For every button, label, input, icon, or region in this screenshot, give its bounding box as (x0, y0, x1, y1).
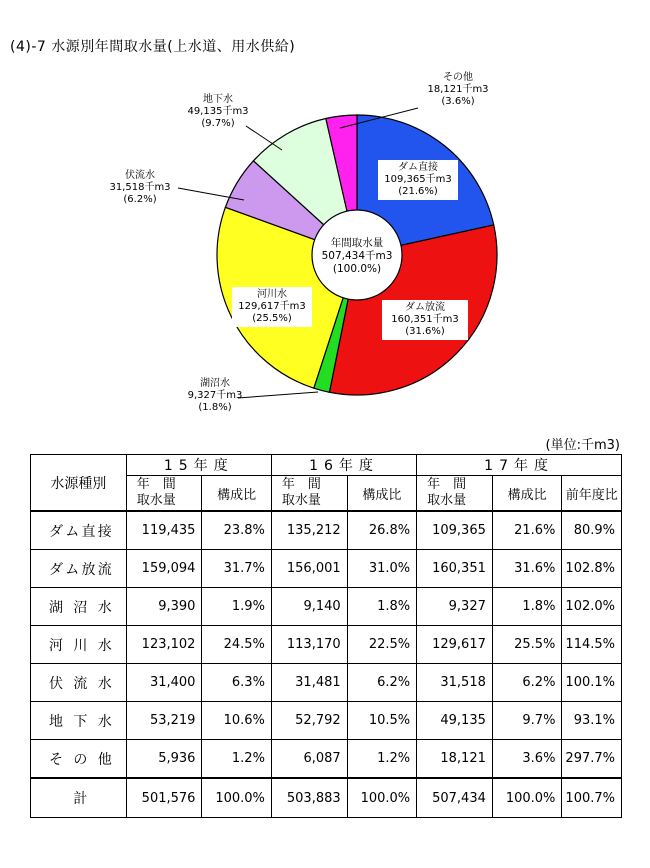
slice-name: 地下水 (203, 94, 233, 105)
ratio-cell: 26.8% (347, 511, 416, 550)
slice-name: 伏流水 (125, 170, 155, 181)
slice-value: 160,351千m3 (391, 314, 459, 325)
slice-name: ダム放流 (405, 302, 445, 313)
table-total-row (31, 778, 622, 818)
volume-cell: 156,001 (271, 550, 347, 588)
year-header-16: 16年度 (271, 455, 416, 476)
source-cell: ダム直接 (31, 511, 127, 550)
volume-cell: 31,481 (271, 664, 347, 702)
prev-ratio-cell: 93.1% (562, 702, 622, 740)
table-row (31, 702, 622, 740)
source-cell: その他 (31, 740, 127, 779)
slice-label-subsurface (100, 170, 180, 206)
prev-ratio-cell: 102.0% (562, 588, 622, 626)
volume-cell: 5,936 (126, 740, 202, 779)
ratio-cell: 31.0% (347, 550, 416, 588)
slice-label-lake (180, 378, 250, 414)
volume-cell: 501,576 (126, 778, 202, 818)
volume-cell: 6,087 (271, 740, 347, 779)
volume-cell: 49,135 (417, 702, 493, 740)
volume-cell: 135,212 (271, 511, 347, 550)
ratio-cell: 10.5% (347, 702, 416, 740)
prev-ratio-cell: 114.5% (562, 626, 622, 664)
ratio-cell: 3.6% (492, 740, 562, 779)
volume-cell: 119,435 (126, 511, 202, 550)
prev-ratio-cell: 102.8% (562, 550, 622, 588)
source-cell: 河川水 (31, 626, 127, 664)
table-row (31, 550, 622, 588)
table-row (31, 588, 622, 626)
pie-chart (0, 0, 650, 430)
ratio-cell: 1.8% (492, 588, 562, 626)
ratio-cell: 9.7% (492, 702, 562, 740)
slice-label-other (418, 72, 498, 108)
slice-name: 湖沼水 (200, 378, 230, 389)
ratio-header-16: 構成比 (347, 476, 416, 512)
table-row (31, 664, 622, 702)
vol-header-17: 年 間 取水量 (417, 476, 493, 512)
ratio-cell: 1.2% (202, 740, 271, 779)
slice-label-dam-direct (378, 160, 458, 200)
slice-percent: (25.5%) (252, 313, 292, 324)
center-title: 年間取水量 (330, 237, 384, 249)
ratio-cell: 24.5% (202, 626, 271, 664)
volume-cell: 109,365 (417, 511, 493, 550)
volume-cell: 113,170 (271, 626, 347, 664)
vol-header-16: 年 間 取水量 (271, 476, 347, 512)
pie-center-label (307, 237, 407, 276)
volume-cell: 31,400 (126, 664, 202, 702)
slice-value: 9,327千m3 (187, 390, 243, 401)
ratio-cell: 25.5% (492, 626, 562, 664)
ratio-cell: 10.6% (202, 702, 271, 740)
volume-cell: 31,518 (417, 664, 493, 702)
total-label-cell: 計 (31, 778, 127, 818)
page-title: (4)-7 水源別年間取水量(上水道、用水供給) (10, 39, 296, 55)
ratio-cell: 1.8% (347, 588, 416, 626)
ratio-header-15: 構成比 (202, 476, 271, 512)
slice-label-dam-release (382, 300, 468, 340)
slice-value: 18,121千m3 (427, 84, 489, 95)
year-header-15: 15年度 (126, 455, 271, 476)
ratio-cell: 100.0% (202, 778, 271, 818)
source-cell: 湖沼水 (31, 588, 127, 626)
leader-line-lake (238, 392, 318, 398)
ratio-cell: 22.5% (347, 626, 416, 664)
ratio-header-17: 構成比 (492, 476, 562, 512)
volume-cell: 129,617 (417, 626, 493, 664)
table-row (31, 626, 622, 664)
center-value: 507,434千m3 (321, 250, 393, 262)
unit-note: (単位:千m3) (545, 438, 620, 453)
slice-name: その他 (443, 72, 473, 83)
ratio-cell: 6.2% (347, 664, 416, 702)
volume-cell: 160,351 (417, 550, 493, 588)
source-cell: 伏流水 (31, 664, 127, 702)
center-percent: (100.0%) (332, 263, 382, 275)
source-cell: ダム放流 (31, 550, 127, 588)
slice-value: 31,518千m3 (109, 182, 171, 193)
data-table (30, 454, 622, 818)
volume-cell: 159,094 (126, 550, 202, 588)
ratio-cell: 31.7% (202, 550, 271, 588)
slice-percent: (21.6%) (398, 186, 438, 197)
prev-ratio-cell: 100.1% (562, 664, 622, 702)
slice-name: 河川水 (257, 289, 287, 300)
volume-cell: 9,390 (126, 588, 202, 626)
ratio-cell: 21.6% (492, 511, 562, 550)
volume-cell: 52,792 (271, 702, 347, 740)
ratio-cell: 6.3% (202, 664, 271, 702)
volume-cell: 503,883 (271, 778, 347, 818)
prev-ratio-header: 前年度比 (562, 476, 622, 512)
volume-cell: 123,102 (126, 626, 202, 664)
prev-ratio-cell: 80.9% (562, 511, 622, 550)
slice-percent: (9.7%) (201, 118, 235, 129)
slice-name: ダム直接 (398, 162, 438, 173)
ratio-cell: 100.0% (492, 778, 562, 818)
slice-percent: (31.6%) (405, 326, 445, 337)
ratio-cell: 1.2% (347, 740, 416, 779)
slice-label-river (232, 287, 312, 327)
table-row (31, 740, 622, 779)
volume-cell: 18,121 (417, 740, 493, 779)
volume-cell: 9,140 (271, 588, 347, 626)
prev-ratio-cell: 297.7% (562, 740, 622, 779)
ratio-cell: 6.2% (492, 664, 562, 702)
ratio-cell: 23.8% (202, 511, 271, 550)
table-row (31, 511, 622, 550)
source-header: 水源種別 (31, 455, 127, 512)
ratio-cell: 1.9% (202, 588, 271, 626)
vol-header-15: 年 間 取水量 (126, 476, 202, 512)
volume-cell: 9,327 (417, 588, 493, 626)
source-cell: 地下水 (31, 702, 127, 740)
slice-value: 129,617千m3 (238, 301, 306, 312)
ratio-cell: 100.0% (347, 778, 416, 818)
slice-value: 109,365千m3 (384, 174, 452, 185)
year-header-17: 17年度 (417, 455, 622, 476)
slice-percent: (6.2%) (123, 194, 157, 205)
prev-ratio-cell: 100.7% (562, 778, 622, 818)
slice-value: 49,135千m3 (187, 106, 249, 117)
slice-label-groundwater (178, 94, 258, 130)
ratio-cell: 31.6% (492, 550, 562, 588)
volume-cell: 507,434 (417, 778, 493, 818)
slice-percent: (1.8%) (198, 402, 232, 413)
slice-percent: (3.6%) (441, 96, 475, 107)
volume-cell: 53,219 (126, 702, 202, 740)
